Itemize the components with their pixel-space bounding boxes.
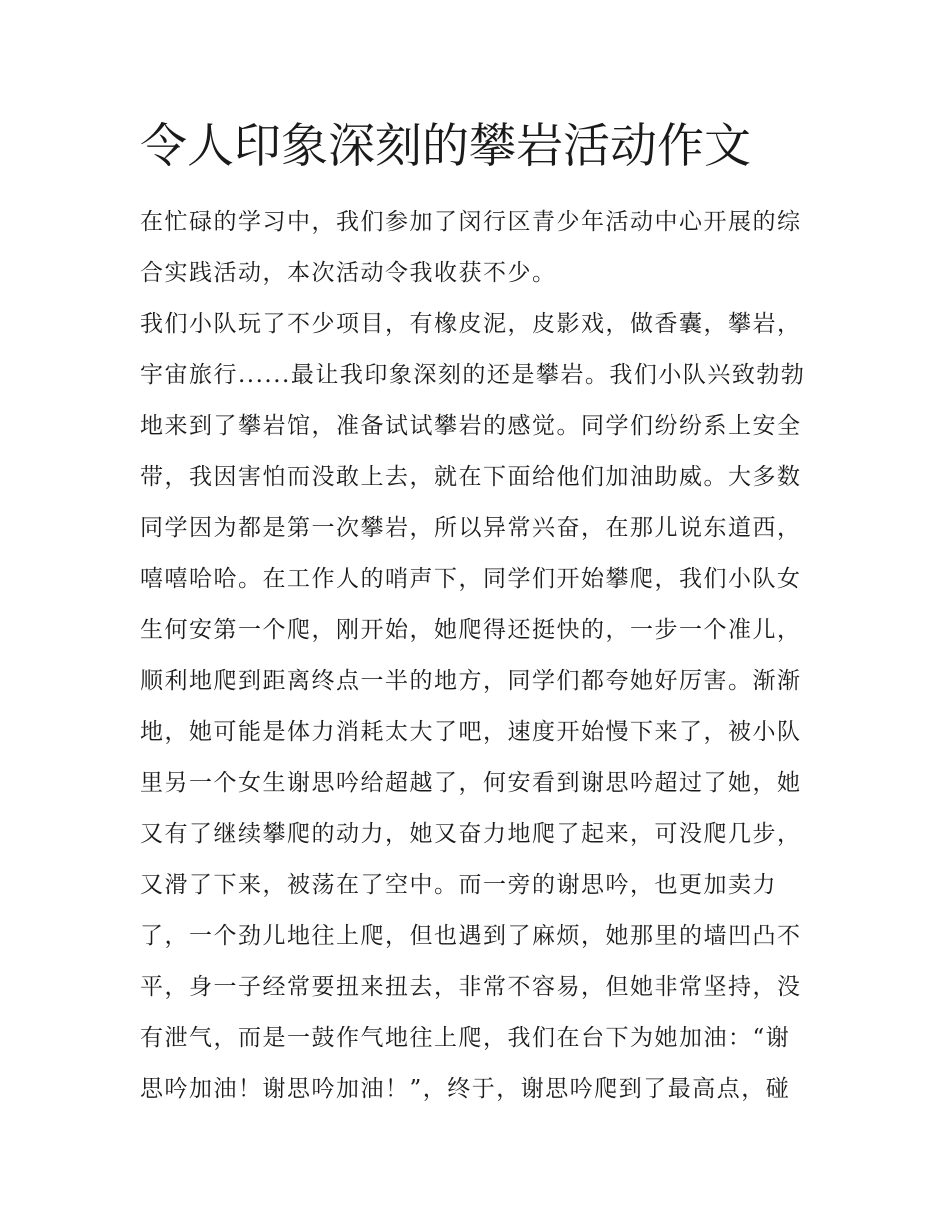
paragraph-line: 同学因为都是第一次攀岩，所以异常兴奋，在那儿说东道西， [140, 515, 802, 541]
paragraph-line: 思吟加油！谢思吟加油！”，终于，谢思吟爬到了最高点，碰 [140, 1076, 791, 1102]
paragraph-line: 带，我因害怕而没敢上去，就在下面给他们加油助威。大多数 [140, 464, 802, 490]
paragraph-line: 地，她可能是体力消耗太大了吧，速度开始慢下来了，被小队 [140, 719, 802, 745]
paragraph-line: 里另一个女生谢思吟给超越了，何安看到谢思吟超过了她，她 [140, 770, 802, 796]
paragraph-line: 生何安第一个爬，刚开始，她爬得还挺快的，一步一个准儿， [140, 617, 802, 643]
document-title: 令人印象深刻的攀岩活动作文 [140, 119, 751, 174]
paragraph-line: 宇宙旅行......最让我印象深刻的还是攀岩。我们小队兴致勃勃 [140, 362, 806, 388]
paragraph-line: 又滑了下来，被荡在了空中。而一旁的谢思吟，也更加卖力 [140, 872, 777, 898]
paragraph-line: 地来到了攀岩馆，准备试试攀岩的感觉。同学们纷纷系上安全 [140, 413, 802, 439]
paragraph-line: 又有了继续攀爬的动力，她又奋力地爬了起来，可没爬几步， [140, 821, 802, 847]
paragraph-line: 在忙碌的学习中，我们参加了闵行区青少年活动中心开展的综 [140, 209, 802, 235]
paragraph-line: 平，身一子经常要扭来扭去，非常不容易，但她非常坚持，没 [140, 974, 802, 1000]
paragraph-line: 嘻嘻哈哈。在工作人的哨声下，同学们开始攀爬，我们小队女 [140, 566, 802, 592]
paragraph-line: 我们小队玩了不少项目，有橡皮泥，皮影戏，做香囊，攀岩， [140, 311, 802, 337]
paragraph-line: 了，一个劲儿地往上爬，但也遇到了麻烦，她那里的墙凹凸不 [140, 923, 802, 949]
paragraph-line: 有泄气，而是一鼓作气地往上爬，我们在台下为她加油：“谢 [140, 1025, 791, 1051]
paragraph-line: 合实践活动，本次活动令我收获不少。 [140, 260, 557, 286]
paragraph-line: 顺利地爬到距离终点一半的地方，同学们都夸她好厉害。渐渐 [140, 668, 802, 694]
